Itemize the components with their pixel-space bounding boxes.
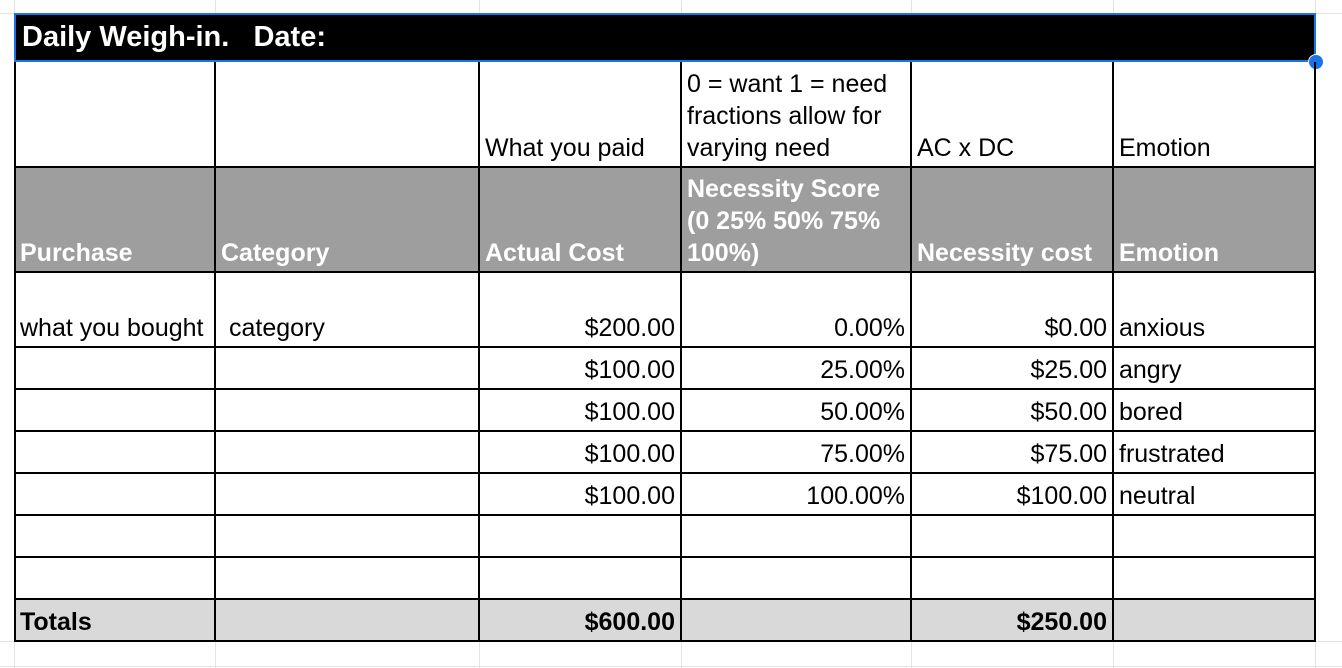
header-category[interactable]: [215, 167, 479, 272]
hint-cost-text: What you paid: [485, 134, 645, 162]
cell-necessity-score[interactable]: [681, 347, 911, 389]
totals-label: Totals: [20, 608, 92, 636]
cell-emotion[interactable]: [1113, 347, 1315, 389]
cell-actual-cost[interactable]: [479, 431, 681, 473]
totals-cost-value: $600.00: [584, 608, 675, 636]
cell-purchase[interactable]: [14, 557, 215, 599]
cell-necessity-cost[interactable]: [911, 347, 1113, 389]
ncost-value: $25.00: [1030, 356, 1107, 384]
cell-necessity-cost[interactable]: [911, 431, 1113, 473]
cell-category[interactable]: [215, 272, 479, 347]
cell-necessity-cost[interactable]: [911, 473, 1113, 515]
cell-necessity-cost[interactable]: [911, 272, 1113, 347]
cell-emotion[interactable]: [1113, 272, 1315, 347]
category-text: category: [229, 314, 325, 342]
cell-category[interactable]: [215, 557, 479, 599]
totals-score-cell[interactable]: [681, 599, 911, 641]
header-actual-cost[interactable]: [479, 167, 681, 272]
cell-actual-cost[interactable]: [479, 347, 681, 389]
hint-emotion-text: Emotion: [1119, 134, 1211, 162]
score-value: 100.00%: [806, 482, 905, 510]
cell-emotion[interactable]: [1113, 473, 1315, 515]
emotion-text: anxious: [1119, 314, 1206, 342]
ncost-value: $100.00: [1016, 482, 1107, 510]
header-necessity-cost[interactable]: [911, 167, 1113, 272]
cell-emotion[interactable]: [1113, 431, 1315, 473]
cell-emotion[interactable]: [1113, 557, 1315, 599]
header-actual-cost-label: Actual Cost: [485, 239, 624, 267]
hint-necessity-cost[interactable]: [911, 62, 1113, 167]
cost-value: $100.00: [584, 482, 675, 510]
totals-ncost-cell[interactable]: [911, 599, 1113, 641]
cell-category[interactable]: [215, 347, 479, 389]
title-cell[interactable]: [14, 13, 1316, 62]
score-value: 0.00%: [834, 314, 905, 342]
cell-necessity-score[interactable]: [681, 389, 911, 431]
cell-category[interactable]: [215, 515, 479, 557]
cell-empty[interactable]: [215, 62, 479, 167]
header-necessity-score[interactable]: [681, 167, 911, 272]
score-value: 75.00%: [820, 440, 905, 468]
cell-actual-cost[interactable]: [479, 389, 681, 431]
totals-ncost-value: $250.00: [1016, 608, 1107, 636]
header-emotion-label: Emotion: [1119, 239, 1219, 267]
header-emotion[interactable]: [1113, 167, 1315, 272]
ncost-value: $50.00: [1030, 398, 1107, 426]
cell-necessity-score[interactable]: [681, 515, 911, 557]
hint-emotion[interactable]: [1113, 62, 1315, 167]
emotion-text: bored: [1119, 398, 1183, 426]
cell-necessity-score[interactable]: [681, 272, 911, 347]
score-value: 25.00%: [820, 356, 905, 384]
cost-value: $100.00: [584, 398, 675, 426]
cell-actual-cost[interactable]: [479, 515, 681, 557]
totals-label-cell[interactable]: [14, 599, 215, 641]
cell-purchase[interactable]: [14, 272, 215, 347]
ncost-value: $75.00: [1030, 440, 1107, 468]
cell-category[interactable]: [215, 473, 479, 515]
totals-emotion-cell[interactable]: [1113, 599, 1315, 641]
emotion-text: frustrated: [1119, 440, 1225, 468]
cell-necessity-cost[interactable]: [911, 515, 1113, 557]
cell-purchase[interactable]: [14, 347, 215, 389]
hint-necessity-text: 0 = want 1 = need fractions allow for varying need: [687, 70, 888, 162]
totals-cost-cell[interactable]: [479, 599, 681, 641]
header-purchase[interactable]: [14, 167, 215, 272]
purchase-text: what you bought: [20, 314, 204, 342]
header-purchase-label: Purchase: [20, 239, 133, 267]
cell-necessity-score[interactable]: [681, 473, 911, 515]
hint-cost[interactable]: [479, 62, 681, 167]
cell-necessity-cost[interactable]: [911, 389, 1113, 431]
cell-necessity-score[interactable]: [681, 431, 911, 473]
score-value: 50.00%: [820, 398, 905, 426]
cell-actual-cost[interactable]: [479, 557, 681, 599]
cell-purchase[interactable]: [14, 515, 215, 557]
cell-purchase[interactable]: [14, 389, 215, 431]
cell-purchase[interactable]: [14, 473, 215, 515]
header-category-label: Category: [221, 239, 330, 267]
cost-value: $200.00: [584, 314, 675, 342]
cost-value: $100.00: [584, 356, 675, 384]
sheet-title: Daily Weigh-in. Date:: [22, 21, 327, 53]
emotion-text: angry: [1119, 356, 1182, 384]
hint-necessity-cost-text: AC x DC: [917, 134, 1015, 162]
totals-category-cell[interactable]: [215, 599, 479, 641]
ncost-value: $0.00: [1044, 314, 1107, 342]
cell-purchase[interactable]: [14, 431, 215, 473]
header-necessity-score-label: Necessity Score (0 25% 50% 75% 100%): [687, 175, 881, 267]
hint-necessity[interactable]: [681, 62, 911, 167]
cell-necessity-cost[interactable]: [911, 557, 1113, 599]
cell-necessity-score[interactable]: [681, 557, 911, 599]
cell-empty[interactable]: [14, 62, 215, 167]
cell-emotion[interactable]: [1113, 515, 1315, 557]
cell-actual-cost[interactable]: [479, 272, 681, 347]
header-necessity-cost-label: Necessity cost: [917, 239, 1093, 267]
cell-category[interactable]: [215, 389, 479, 431]
cell-actual-cost[interactable]: [479, 473, 681, 515]
cost-value: $100.00: [584, 440, 675, 468]
emotion-text: neutral: [1119, 482, 1196, 510]
cell-category[interactable]: [215, 431, 479, 473]
cell-emotion[interactable]: [1113, 389, 1315, 431]
